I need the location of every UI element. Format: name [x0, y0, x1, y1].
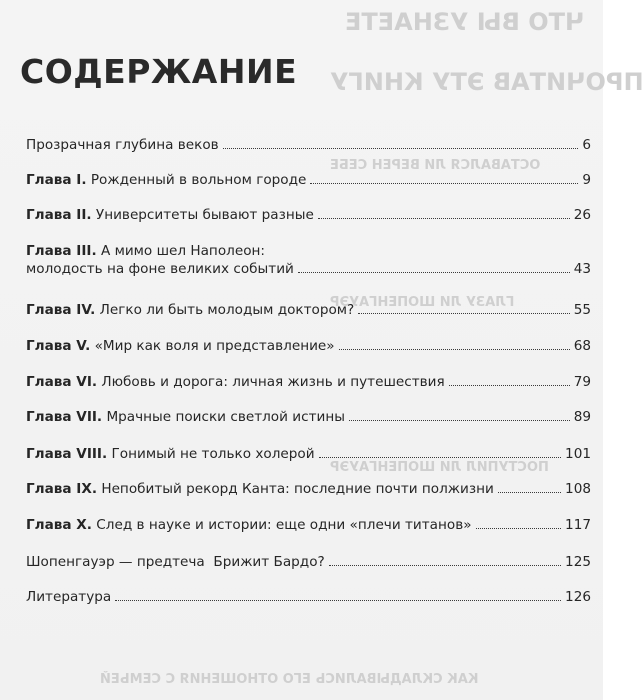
toc-entry: [26, 445, 591, 463]
toc-entry: [26, 588, 591, 606]
leader-dots: [329, 565, 561, 566]
toc-page-number: 126: [565, 589, 591, 605]
toc-chapter-label: Глава VI.: [26, 374, 98, 390]
toc-entry-title-continued: молодость на фоне великих событий: [26, 261, 294, 277]
toc-entry-title: А мимо шел Наполеон:: [100, 243, 265, 259]
toc-entry-title: Любовь и дорога: личная жизнь и путешествия: [101, 374, 445, 390]
toc-entry-title: Гонимый не только холерой: [111, 446, 315, 462]
toc-chapter-label: Глава II.: [26, 207, 92, 223]
toc-page-number: 125: [565, 554, 591, 570]
leader-dots: [318, 218, 570, 219]
toc-page-number: 108: [565, 481, 591, 497]
toc-entry: [26, 553, 591, 571]
toc-chapter-label: Глава VIII.: [26, 446, 108, 462]
toc-entry-title: Литература: [26, 589, 112, 605]
leader-dots: [449, 385, 570, 386]
leader-dots: [319, 457, 562, 458]
toc-entry-title: Легко ли быть молодым доктором?: [99, 302, 355, 318]
toc-page-number: 43: [573, 261, 591, 277]
toc-entry: [26, 206, 591, 224]
leader-dots: [223, 148, 579, 149]
toc-page-number: 68: [573, 338, 591, 354]
toc-entry-title: След в науке и истории: еще одни «плечи титанов»: [96, 517, 472, 533]
toc-entry: [26, 171, 591, 189]
toc-entry-title: Непобитый рекорд Канта: последние почти полжизни: [101, 481, 494, 497]
leader-dots: [310, 183, 578, 184]
bleed-through-background: ЧТО ВЫ УЗНАЕТЕ ПРОЧИТАВ ЭТУ КНИГУ ОСТАВАЛСЯ ЛИ ВЕРЕН СЕБЕ ГЛАЗУ ЛИ ШОПЕНГАУЭР ПОСТУПИЛ ЛИ ШОПЕНГАУЭР КАК СКЛАДЫВАЛИСЬ ЕГО ОТНОШЕНИЯ С СЕМЬЕЙ: [100, 8, 644, 687]
leader-dots: [115, 600, 561, 601]
toc-chapter-label: Глава VII.: [26, 409, 103, 425]
toc-entry-title: Рожденный в вольном городе: [90, 172, 307, 188]
toc-page-number: 6: [582, 137, 591, 153]
toc-page-number: 9: [582, 172, 591, 188]
toc-entry: [26, 242, 591, 278]
leader-dots: [476, 528, 562, 529]
page-title: СОДЕРЖАНИЕ: [20, 52, 298, 91]
toc-entry: [26, 337, 591, 355]
toc-entry: [26, 301, 591, 319]
toc-chapter-label: Глава IX.: [26, 481, 98, 497]
toc-page-number: 117: [565, 517, 591, 533]
toc-chapter-label: Глава I.: [26, 172, 87, 188]
toc-entry: [26, 408, 591, 426]
toc-chapter-label: Глава V.: [26, 338, 91, 354]
toc-entry: [26, 136, 591, 154]
toc-entry-title: Университеты бывают разные: [95, 207, 314, 223]
toc-page-number: 55: [573, 302, 591, 318]
toc-entry-title: Прозрачная глубина веков: [26, 137, 219, 153]
toc-chapter-label: Глава III.: [26, 243, 97, 259]
toc-entry: [26, 373, 591, 391]
toc-chapter-label: Глава X.: [26, 517, 92, 533]
leader-dots: [498, 492, 561, 493]
toc-entry: [26, 516, 591, 534]
leader-dots: [339, 349, 570, 350]
toc-entry-title: «Мир как воля и представление»: [94, 338, 335, 354]
toc-page-number: 101: [565, 446, 591, 462]
toc-entry-title: Шопенгауэр — предтеча Брижит Бардо?: [26, 554, 325, 570]
toc-page-number: 79: [573, 374, 591, 390]
toc-page-number: 89: [573, 409, 591, 425]
leader-dots: [349, 420, 570, 421]
toc-entry: [26, 480, 591, 498]
toc-entry-title: Мрачные поиски светлой истины: [106, 409, 345, 425]
leader-dots: [358, 313, 569, 314]
toc-page-number: 26: [573, 207, 591, 223]
toc-chapter-label: Глава IV.: [26, 302, 96, 318]
leader-dots: [298, 272, 570, 273]
